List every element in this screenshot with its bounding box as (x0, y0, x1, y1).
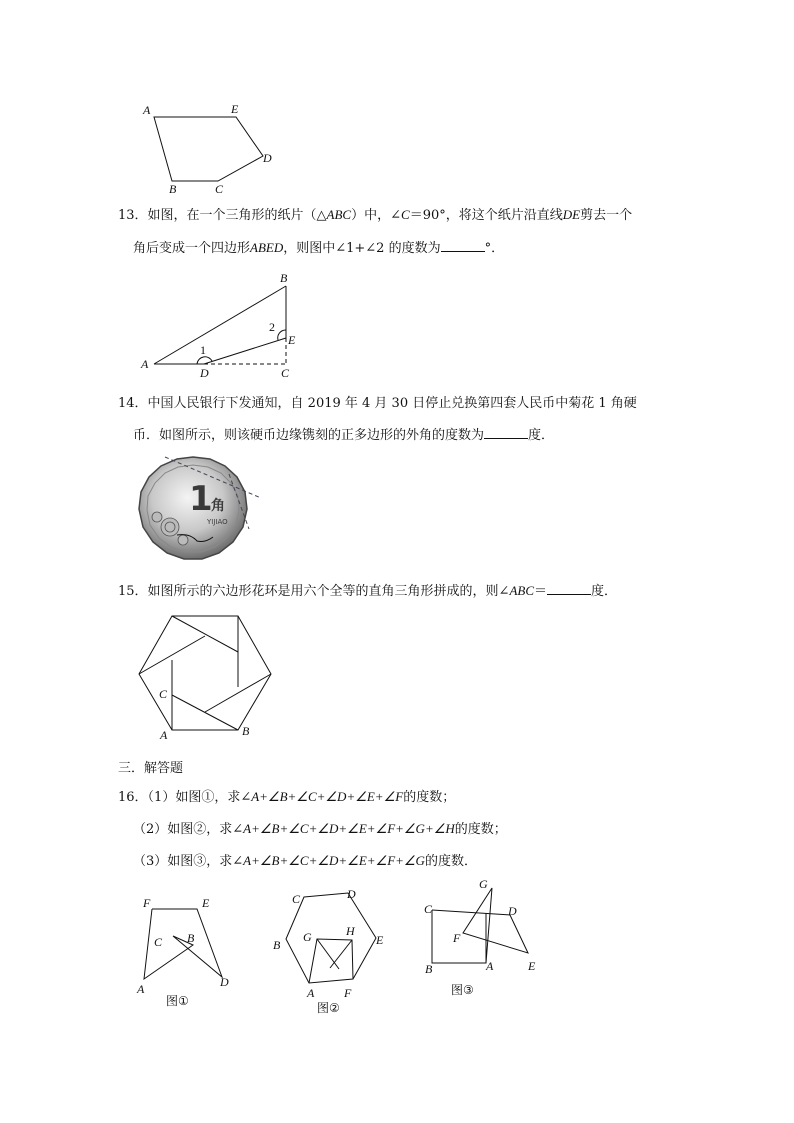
q13-label-a: A (141, 357, 149, 371)
fig2-caption: 图② (317, 1001, 340, 1015)
fig1-label-b: B (187, 931, 195, 945)
fig2-label-e: E (376, 933, 384, 947)
q15-label-c: C (159, 687, 168, 701)
q13-label-2: 2 (269, 320, 275, 334)
fig3-label-g: G (479, 877, 488, 891)
q16-part2: （2）如图②，求∠A+∠B+∠C+∠D+∠E+∠F+∠G+∠H的度数； (133, 821, 507, 837)
coin-digit: 1 (189, 479, 213, 519)
fig2-label-g: G (303, 930, 312, 944)
q13-label-b: B (280, 271, 288, 285)
fig1-label-f: F (143, 896, 151, 910)
q13-figure (135, 268, 305, 383)
fig3-label-a: A (486, 959, 494, 973)
fig12-label-d: D (263, 151, 272, 165)
q13-line1: 13．如图，在一个三角形的纸片（△ABC）中，∠C＝90°，将这个纸片沿直线DE剪去一个 (118, 207, 633, 223)
q13-answer-blank (441, 239, 485, 252)
fig2-label-c: C (292, 892, 301, 906)
q13-label-e: E (288, 333, 296, 347)
fig3-label-b: B (425, 962, 433, 976)
q14-answer-blank (484, 426, 528, 439)
fig3-label-f: F (453, 931, 461, 945)
fig3-caption: 图③ (451, 983, 474, 997)
coin-text: YIJIAO (207, 518, 228, 526)
coin-char: 角 (211, 498, 225, 514)
fig2-label-f: F (344, 986, 352, 1000)
q16-part1: 16．（1）如图①，求∠A+∠B+∠C+∠D+∠E+∠F的度数； (118, 789, 456, 805)
fig2-label-b: B (273, 938, 281, 952)
q13-label-d: D (200, 366, 209, 380)
fig1-label-c: C (154, 935, 163, 949)
q15-hexagon-figure (135, 612, 280, 742)
fig12-label-b: B (169, 182, 177, 196)
q13-label-1: 1 (200, 343, 206, 357)
q14-coin-figure (135, 455, 265, 570)
q14-line2: 币．如图所示，则该硬币边缘镌刻的正多边形的外角的度数为 度． (133, 428, 555, 443)
fig12-label-a: A (143, 103, 151, 117)
q14-line1: 14．中国人民银行下发通知，自 2019 年 4 月 30 日停止兑换第四套人民币中菊花 1 角硬 (118, 396, 637, 411)
fig1-label-e: E (202, 896, 210, 910)
fig1-label-a: A (137, 982, 145, 996)
q16-figure-2 (268, 883, 393, 1018)
fig1-caption: 图① (166, 994, 189, 1008)
section-title: 三．解答题 (118, 761, 184, 776)
fig3-label-e: E (528, 959, 536, 973)
q15-answer-blank (547, 582, 591, 595)
q15-label-a: A (160, 728, 168, 742)
q13-label-c: C (281, 366, 290, 380)
q16-part3: （3）如图③，求∠A+∠B+∠C+∠D+∠E+∠F+∠G的度数． (133, 853, 477, 869)
fig12-label-c: C (215, 182, 224, 196)
q15-line: 15．如图所示的六边形花环是用六个全等的直角三角形拼成的，则∠ABC＝ 度． (118, 583, 618, 599)
fig12-label-e: E (231, 102, 239, 116)
fig1-label-d: D (220, 975, 229, 989)
fig3-label-d: D (508, 904, 517, 918)
fig3-label-c: C (424, 902, 433, 916)
fig2-label-d: D (347, 887, 356, 901)
q13-line2: 角后变成一个四边形ABED，则图中∠1+∠2 的度数为 °． (133, 240, 505, 256)
q15-label-b: B (242, 724, 250, 738)
fig2-label-a: A (307, 986, 315, 1000)
q12-figure (135, 98, 285, 198)
q16-figure-3 (418, 875, 548, 1000)
fig2-label-h: H (346, 924, 355, 938)
q16-figure-1 (130, 893, 245, 1013)
